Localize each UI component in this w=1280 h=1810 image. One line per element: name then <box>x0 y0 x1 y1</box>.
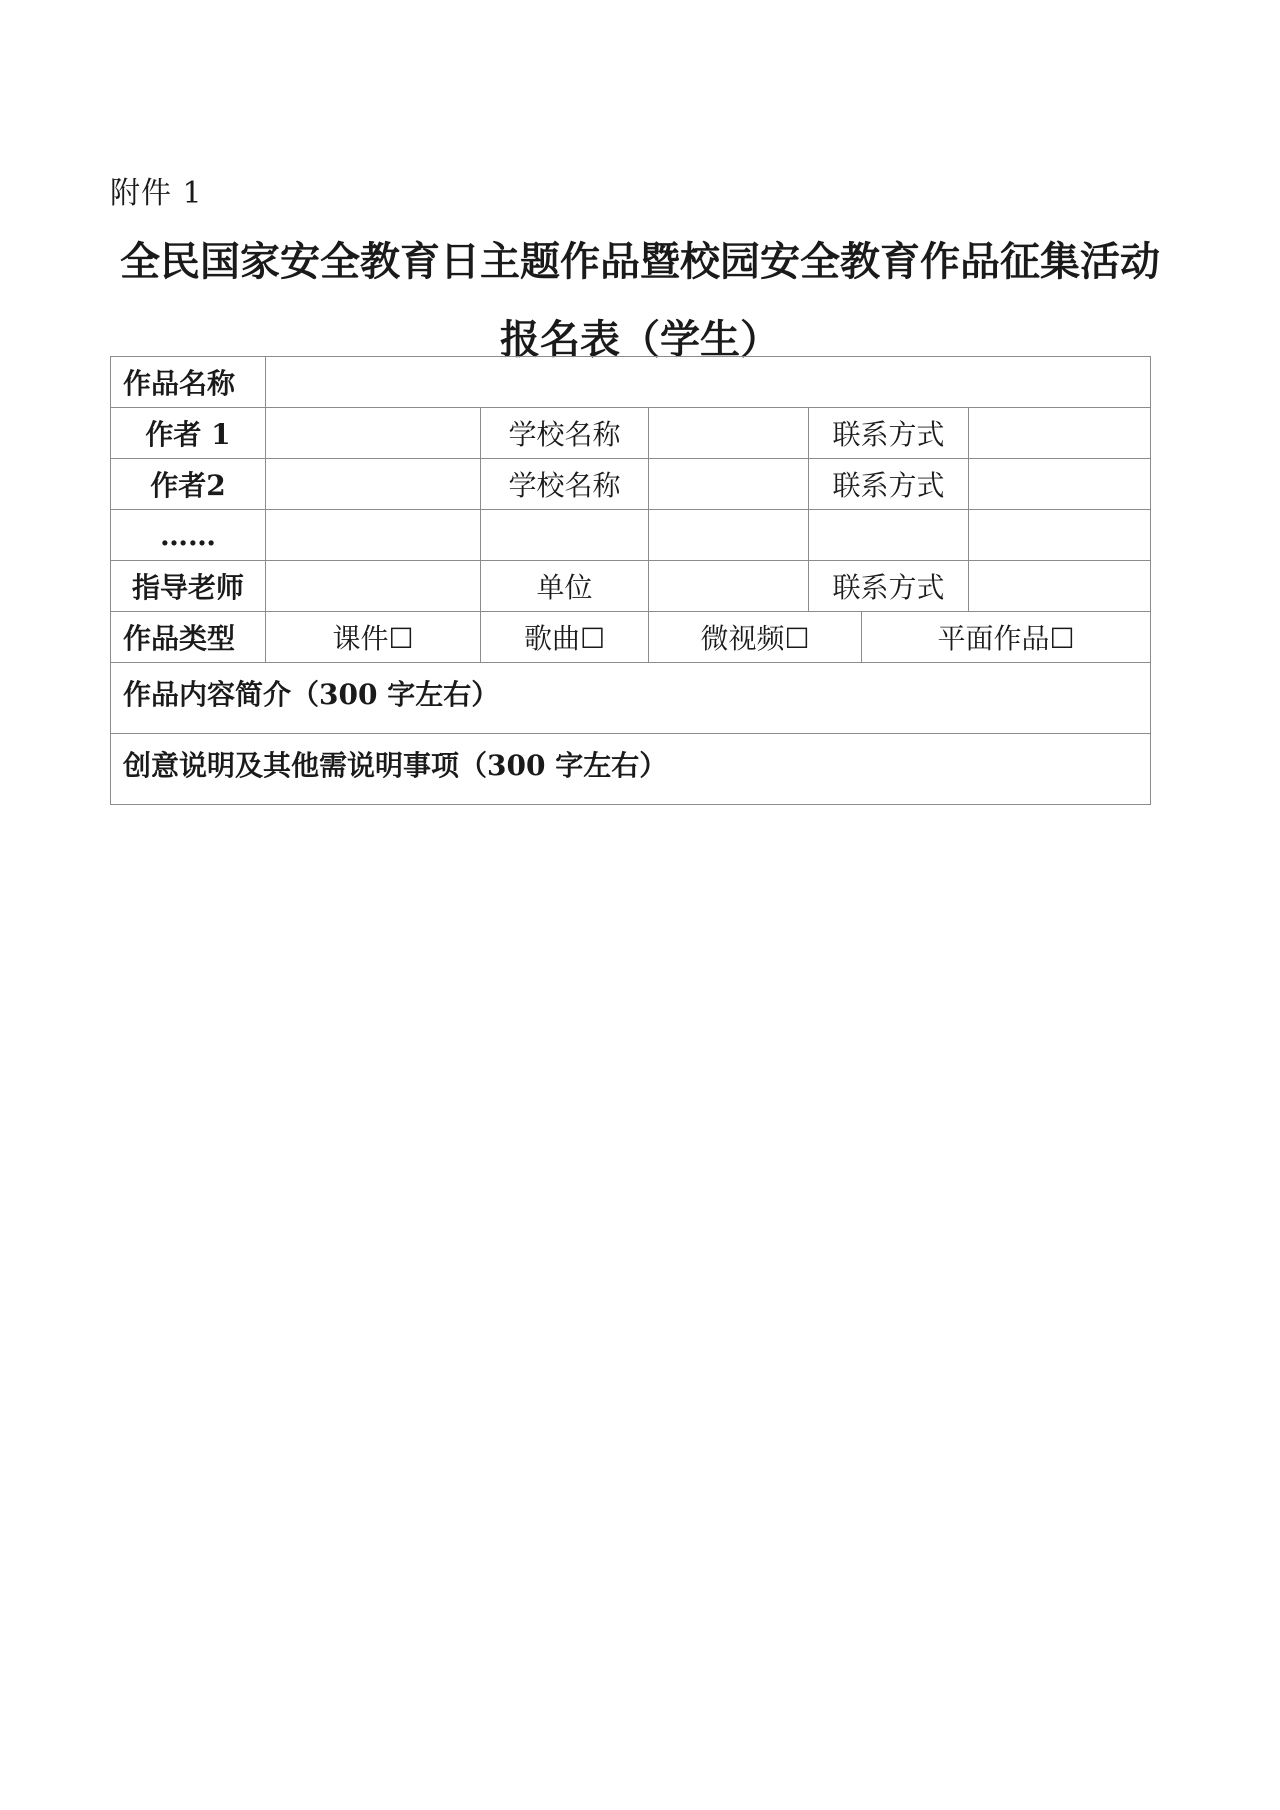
author1-contact-field[interactable] <box>969 408 1151 459</box>
teacher-unit-label: 单位 <box>481 561 649 612</box>
author2-name-field[interactable] <box>266 459 481 510</box>
author1-school-field[interactable] <box>649 408 809 459</box>
teacher-label: 指导老师 <box>111 561 266 612</box>
author1-contact-label: 联系方式 <box>809 408 969 459</box>
author1-name-field[interactable] <box>266 408 481 459</box>
author1-label: 作者 1 <box>111 408 266 459</box>
more-authors-field-4[interactable] <box>809 510 969 561</box>
more-authors-field-1[interactable] <box>266 510 481 561</box>
row-work-type <box>111 612 1151 663</box>
author2-contact-label: 联系方式 <box>809 459 969 510</box>
work-name-field[interactable] <box>266 357 1151 408</box>
creative-notes-area[interactable] <box>111 734 1151 805</box>
type-option-micro-video[interactable]: 微视频☐ <box>649 612 862 663</box>
teacher-unit-field[interactable] <box>649 561 809 612</box>
row-content-intro <box>111 663 1151 734</box>
work-type-label: 作品类型 <box>111 612 266 663</box>
teacher-name-field[interactable] <box>266 561 481 612</box>
page-subtitle: 报名表（学生） <box>500 316 780 363</box>
row-author-1 <box>111 408 1151 459</box>
more-authors-label: …… <box>111 510 266 561</box>
row-teacher <box>111 561 1151 612</box>
page-title: 全民国家安全教育日主题作品暨校园安全教育作品征集活动 <box>120 238 1160 285</box>
content-intro-label: 作品内容简介（300 字左右） <box>123 678 500 711</box>
row-author-2 <box>111 459 1151 510</box>
row-work-name <box>111 357 1151 408</box>
author1-school-label: 学校名称 <box>481 408 649 459</box>
attachment-label: 附件 1 <box>110 176 203 211</box>
author2-school-label: 学校名称 <box>481 459 649 510</box>
author2-contact-field[interactable] <box>969 459 1151 510</box>
author2-school-field[interactable] <box>649 459 809 510</box>
type-option-graphic[interactable]: 平面作品☐ <box>862 612 1151 663</box>
type-option-courseware[interactable]: 课件☐ <box>266 612 481 663</box>
more-authors-field-2[interactable] <box>481 510 649 561</box>
more-authors-field-3[interactable] <box>649 510 809 561</box>
row-creative-notes <box>111 734 1151 805</box>
more-authors-field-5[interactable] <box>969 510 1151 561</box>
content-intro-area[interactable] <box>111 663 1151 734</box>
registration-form-table <box>110 356 1151 805</box>
creative-notes-label: 创意说明及其他需说明事项（300 字左右） <box>123 749 668 782</box>
teacher-contact-label: 联系方式 <box>809 561 969 612</box>
author2-label: 作者2 <box>111 459 266 510</box>
teacher-contact-field[interactable] <box>969 561 1151 612</box>
row-more-authors <box>111 510 1151 561</box>
work-name-label: 作品名称 <box>111 357 266 408</box>
type-option-song[interactable]: 歌曲☐ <box>481 612 649 663</box>
